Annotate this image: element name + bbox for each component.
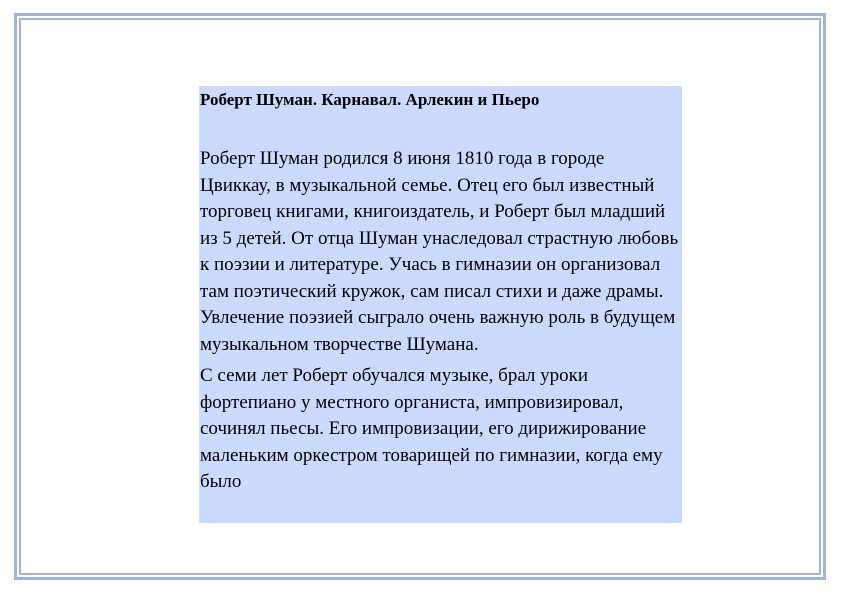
text-box: [199, 86, 682, 523]
paragraph-biography: Роберт Шуман родился 8 июня 1810 года в городе Цвиккау, в музыкальной семье. Отец его был известный торговец книгами, книгоиздатель, и Роберт был младший из 5 детей. От отца Шуман унаследовал страстную любовь к поэзии и литературе. Учась в гимназии он организовал там поэтический кружок, сам писал стихи и даже драмы. Увлечение поэзией сыграло очень важную роль в будущем музыкальном творчестве Шумана.: [200, 148, 679, 355]
document-title: Роберт Шуман. Карнавал. Арлекин и Пьеро: [200, 90, 540, 109]
paragraph-music-education: С семи лет Роберт обучался музыке, брал уроки фортепиано у местного органиста, импровизировал, сочинял пьесы. Его импровизации, его дирижирование маленьким оркестром товарищей по гимназии, когда ему было: [200, 365, 663, 492]
